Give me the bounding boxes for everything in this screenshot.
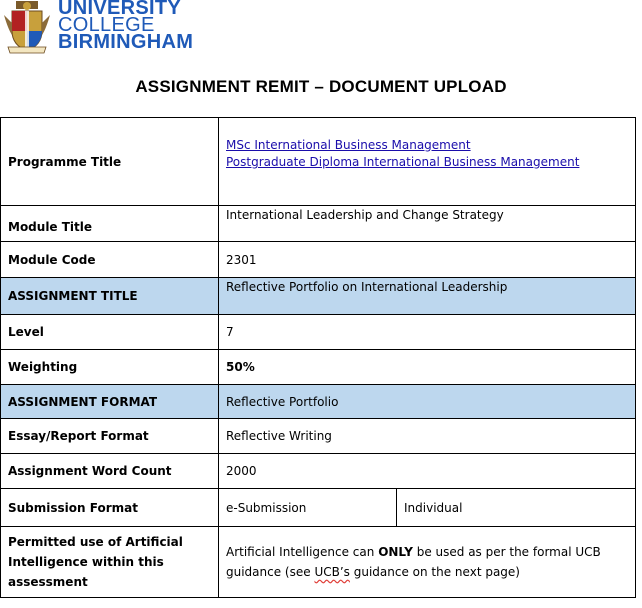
programme-link-msc[interactable]: MSc International Business Management [226,138,471,152]
university-logo [0,0,230,60]
table-row [1,419,636,454]
ai-text-part3: guidance on the next page) [349,565,520,579]
table-row [1,454,636,489]
crest-icon [2,1,52,54]
submission-mode-value: Individual [397,489,636,527]
assignment-title-label: ASSIGNMENT TITLE [1,278,219,315]
ai-text-ucb: UCB’s [314,565,350,579]
page-title: ASSIGNMENT REMIT – DOCUMENT UPLOAD [135,77,507,96]
module-code-value: 2301 [219,242,636,278]
module-code-label: Module Code [1,242,219,278]
essay-format-value: Reflective Writing [219,419,636,454]
level-label: Level [1,315,219,350]
table-row [1,385,636,419]
assignment-format-label: ASSIGNMENT FORMAT [1,385,219,419]
table-row [1,278,636,315]
table-row [1,527,636,598]
ai-use-value [219,527,636,598]
programme-title-label: Programme Title [1,118,219,206]
level-value: 7 [219,315,636,350]
ai-text-part1: Artificial Intelligence can [226,545,379,559]
table-row [1,242,636,278]
weighting-label: Weighting [1,350,219,385]
logo-line-college: COLLEGE [58,14,155,36]
assignment-title-value: Reflective Portfolio on International Leadership [219,278,636,315]
essay-format-label: Essay/Report Format [1,419,219,454]
ai-text-only: ONLY [378,545,413,559]
assignment-format-value: Reflective Portfolio [219,385,636,419]
module-title-label: Module Title [1,206,219,242]
programme-title-value [219,118,636,206]
programme-link-pgdip[interactable]: Postgraduate Diploma International Business Management [226,155,580,169]
word-count-label: Assignment Word Count [1,454,219,489]
module-title-value: International Leadership and Change Strategy [219,206,636,242]
table-row [1,118,636,206]
table-row [1,315,636,350]
weighting-value: 50% [219,350,636,385]
table-row [1,206,636,242]
logo-line-birmingham: BIRMINGHAM [58,31,194,53]
word-count-value: 2000 [219,454,636,489]
table-row [1,350,636,385]
table-row [1,489,636,527]
submission-format-label: Submission Format [1,489,219,527]
ai-text-part2: be used as per the formal UCB guidance (see [226,545,601,579]
submission-format-value: e-Submission [219,489,397,527]
ai-use-label: Permitted use of Artificial Intelligence within this assessment [1,527,219,598]
remit-table [0,117,636,598]
logo-line-university: UNIVERSITY [58,0,182,19]
